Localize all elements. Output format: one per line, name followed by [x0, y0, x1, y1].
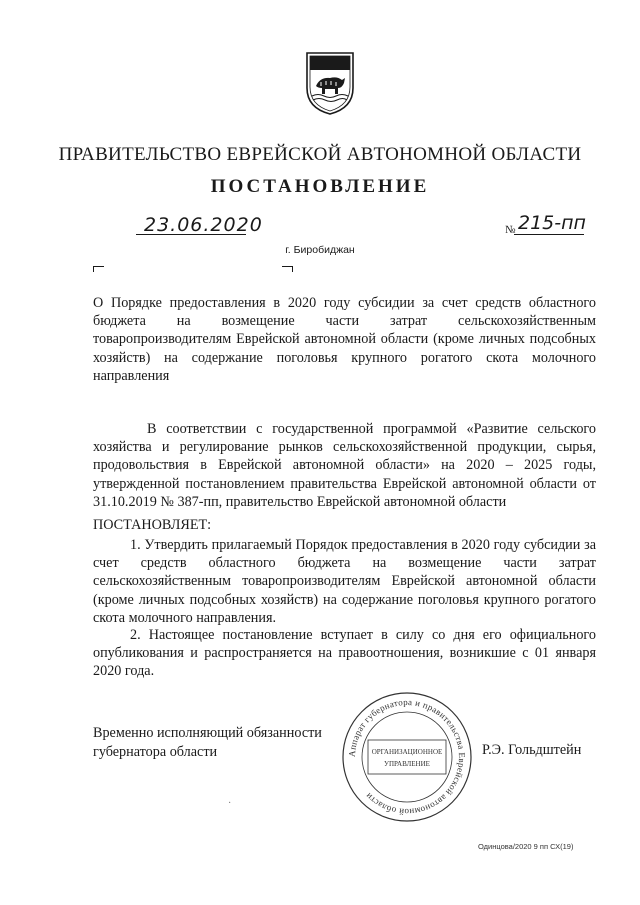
decree-item-2: 2. Настоящее постановление вступает в силу со дня его официального опубликования и распространяется на правоотношения, возникшие с 01 января 2020 года. — [93, 627, 596, 680]
footer-reference: Одинцова/2020 9 пп СХ(19) — [478, 842, 574, 851]
official-stamp — [340, 690, 474, 824]
decree-item-1: 1. Утвердить прилагаемый Порядок предоставления в 2020 году субсидии за счет средств областного бюджета на возмещение части затрат сельскохозяйственным товаропроизводителям Еврейской автономной области (кроме личных подсобных хозяйств) на содержание поголовья крупного рогатого скота молочного направления. — [93, 537, 596, 626]
scan-speck: · — [228, 798, 232, 809]
document-number: 215-пп — [518, 212, 586, 234]
document-title: О Порядке предоставления в 2020 году субсидии за счет средств областного бюджета на возмещение части затрат сельскохозяйственным товаропроизводителям Еврейской автономной области (кроме личных подсобных хозяйств) на содержание поголовья крупного рогатого скота молочного направления — [93, 295, 596, 384]
stamp-center-line-2: УПРАВЛЕНИЕ — [384, 760, 430, 768]
document-type: ПОСТАНОВЛЕНИЕ — [210, 176, 430, 197]
number-underline — [514, 234, 584, 235]
signer-role — [93, 724, 353, 762]
stamp-ring-text: Аппарат губернатора и правительства Еврейской автономной области — [346, 696, 468, 818]
signer-role-line-1: Временно исполняющий обязанности — [93, 725, 322, 741]
preamble-paragraph: В соответствии с государственной программой «Развитие сельского хозяйства и регулирование рынков сельскохозяйственной продукции, сырья, продовольствия в Еврейской автономной области» на 2020 – 2025 годы, утвержденной постановлением правительства Еврейской автономной области от 31.10.2019 № 387-пп, правительство Еврейской автономной области — [93, 421, 596, 510]
title-corner-right — [282, 266, 293, 272]
stamp-center-line-1: ОРГАНИЗАЦИОННОЕ — [371, 748, 443, 756]
crest-icon — [304, 50, 356, 116]
document-date: 23.06.2020 — [144, 214, 263, 236]
city-label: г. Биробиджан — [285, 244, 355, 256]
title-corner-left — [93, 266, 104, 272]
date-underline — [136, 234, 246, 235]
government-name: ПРАВИТЕЛЬСТВО ЕВРЕЙСКОЙ АВТОНОМНОЙ ОБЛАСТИ — [58, 144, 582, 165]
number-sign: № — [505, 224, 516, 236]
signer-name: Р.Э. Гольдштейн — [482, 742, 582, 758]
signer-role-line-2: губернатора области — [93, 744, 218, 760]
decree-word: ПОСТАНОВЛЯЕТ: — [93, 517, 212, 533]
